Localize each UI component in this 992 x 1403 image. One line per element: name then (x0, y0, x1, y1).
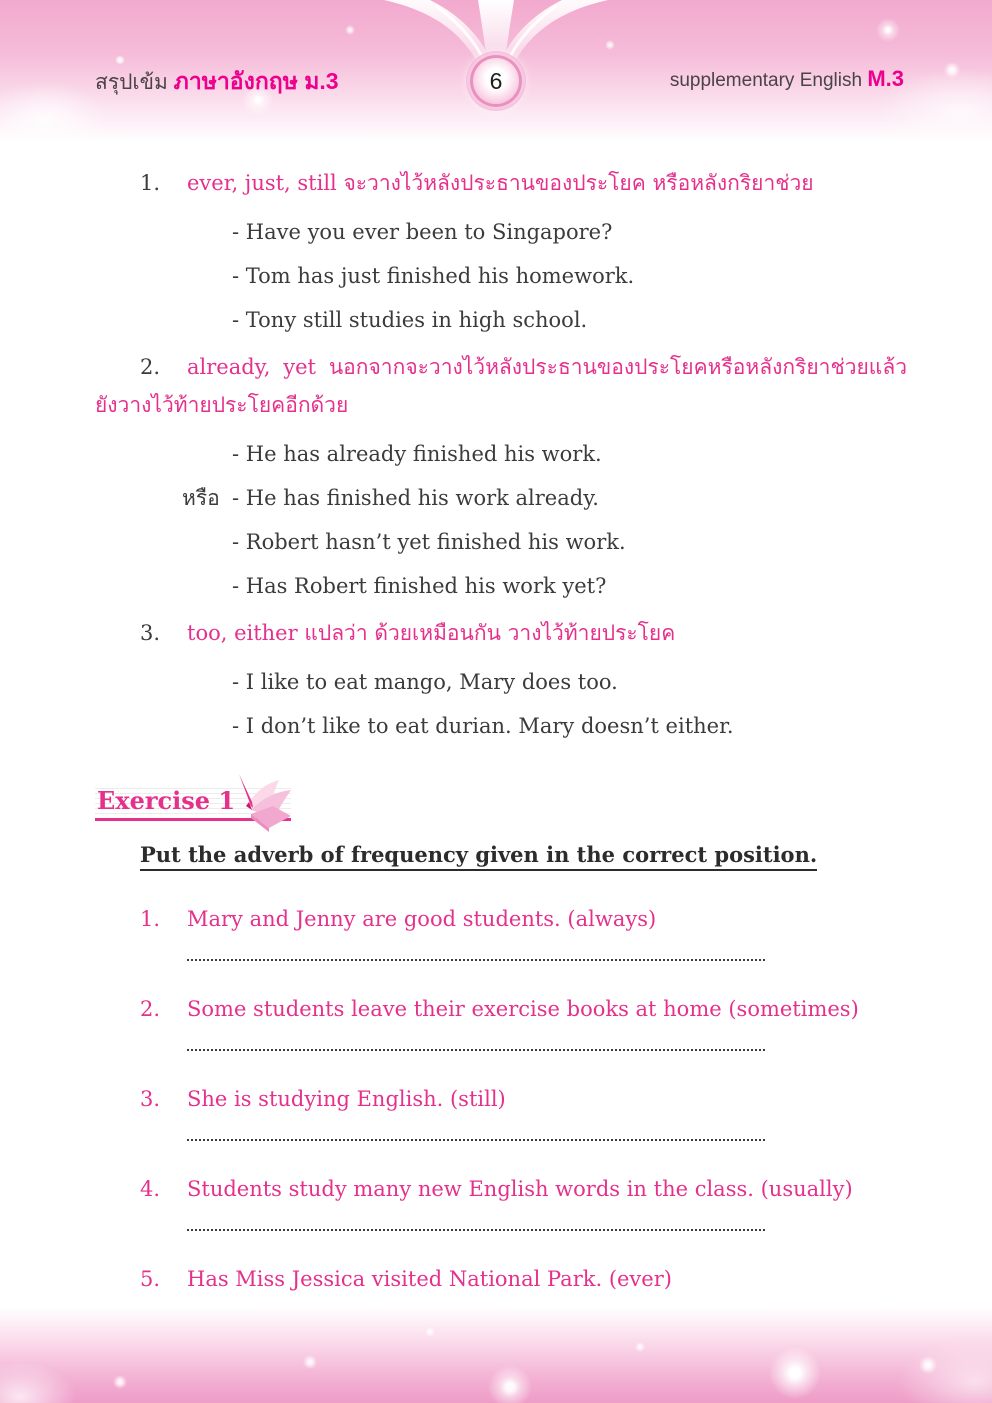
exercise-question (95, 1265, 907, 1293)
grammar-rule (95, 164, 907, 202)
question-text: Students study many new English words in the class. (usually) (187, 1177, 853, 1201)
header-title-english-prefix: supplementary English (669, 70, 863, 91)
exercise-question (95, 995, 907, 1023)
exercise-heading (95, 784, 907, 838)
header-title-thai (95, 64, 339, 100)
rule-text: ever, just, still จะวางไว้หลังประธานของประโยค หรือหลังกริยาช่วย (187, 171, 814, 195)
grammar-rule (95, 614, 907, 652)
example-text: - He has finished his work already. (232, 486, 599, 510)
header-title-english-main: M.3 (867, 66, 904, 91)
answer-line (187, 1049, 765, 1051)
answer-line (187, 1229, 765, 1231)
header-title-english (670, 66, 904, 92)
exercise-instruction: Put the adverb of frequency given in the correct position. (140, 842, 817, 871)
question-text: Some students leave their exercise books at home (sometimes) (187, 997, 859, 1021)
page-header (0, 0, 992, 142)
exercise-question (95, 905, 907, 933)
example-sentence (232, 262, 907, 290)
example-text: - I don’t like to eat durian. Mary doesn’t either. (232, 714, 734, 738)
page-number-badge (473, 58, 519, 104)
example-text: - Robert hasn’t yet finished his work. (232, 530, 626, 554)
rule-text: too, either แปลว่า ด้วยเหมือนกัน วางไว้ท้ายประโยค (187, 621, 676, 645)
example-text: - Tony still studies in high school. (232, 308, 588, 332)
question-number: 3. (140, 1087, 161, 1111)
question-number: 4. (140, 1177, 161, 1201)
page-footer (0, 1307, 992, 1403)
example-sentence (232, 572, 907, 600)
exercise-title: Exercise 1 (95, 784, 291, 821)
header-title-thai-main: ภาษาอังกฤษ ม.3 (173, 68, 339, 94)
rule-number: 1. (140, 171, 161, 195)
answer-line (187, 1139, 765, 1141)
question-text: Has Miss Jessica visited National Park. (ever) (187, 1267, 672, 1291)
question-number: 2. (140, 997, 161, 1021)
header-title-thai-prefix: สรุปเข้ม (95, 71, 168, 94)
example-sentence (232, 668, 907, 696)
example-prefix: หรือ (182, 486, 220, 510)
example-sentence (232, 528, 907, 556)
question-text: Mary and Jenny are good students. (always) (187, 907, 657, 931)
exercise-question (95, 1175, 907, 1203)
grammar-rule (95, 348, 907, 424)
rule-number: 2. (140, 355, 161, 379)
open-book-pen-icon (225, 772, 299, 834)
example-text: - Has Robert finished his work yet? (232, 574, 607, 598)
question-text: She is studying English. (still) (187, 1087, 506, 1111)
question-number: 5. (140, 1267, 161, 1291)
example-text: - He has already finished his work. (232, 442, 602, 466)
example-sentence (232, 218, 907, 246)
page-content (95, 150, 907, 1321)
example-sentence (232, 440, 907, 468)
example-sentence (232, 306, 907, 334)
question-number: 1. (140, 907, 161, 931)
rule-number: 3. (140, 621, 161, 645)
rule-text: already, yet นอกจากจะวางไว้หลังประธานของประโยคหรือหลังกริยาช่วยแล้ว ยังวางไว้ท้ายประโยคอีกด้วย (95, 355, 907, 417)
example-sentence (232, 712, 907, 740)
exercise-question (95, 1085, 907, 1113)
example-sentence (182, 484, 907, 512)
answer-line (187, 959, 765, 961)
example-text: - Tom has just finished his homework. (232, 264, 635, 288)
example-text: - Have you ever been to Singapore? (232, 220, 613, 244)
example-text: - I like to eat mango, Mary does too. (232, 670, 618, 694)
page-number: 6 (489, 67, 503, 94)
